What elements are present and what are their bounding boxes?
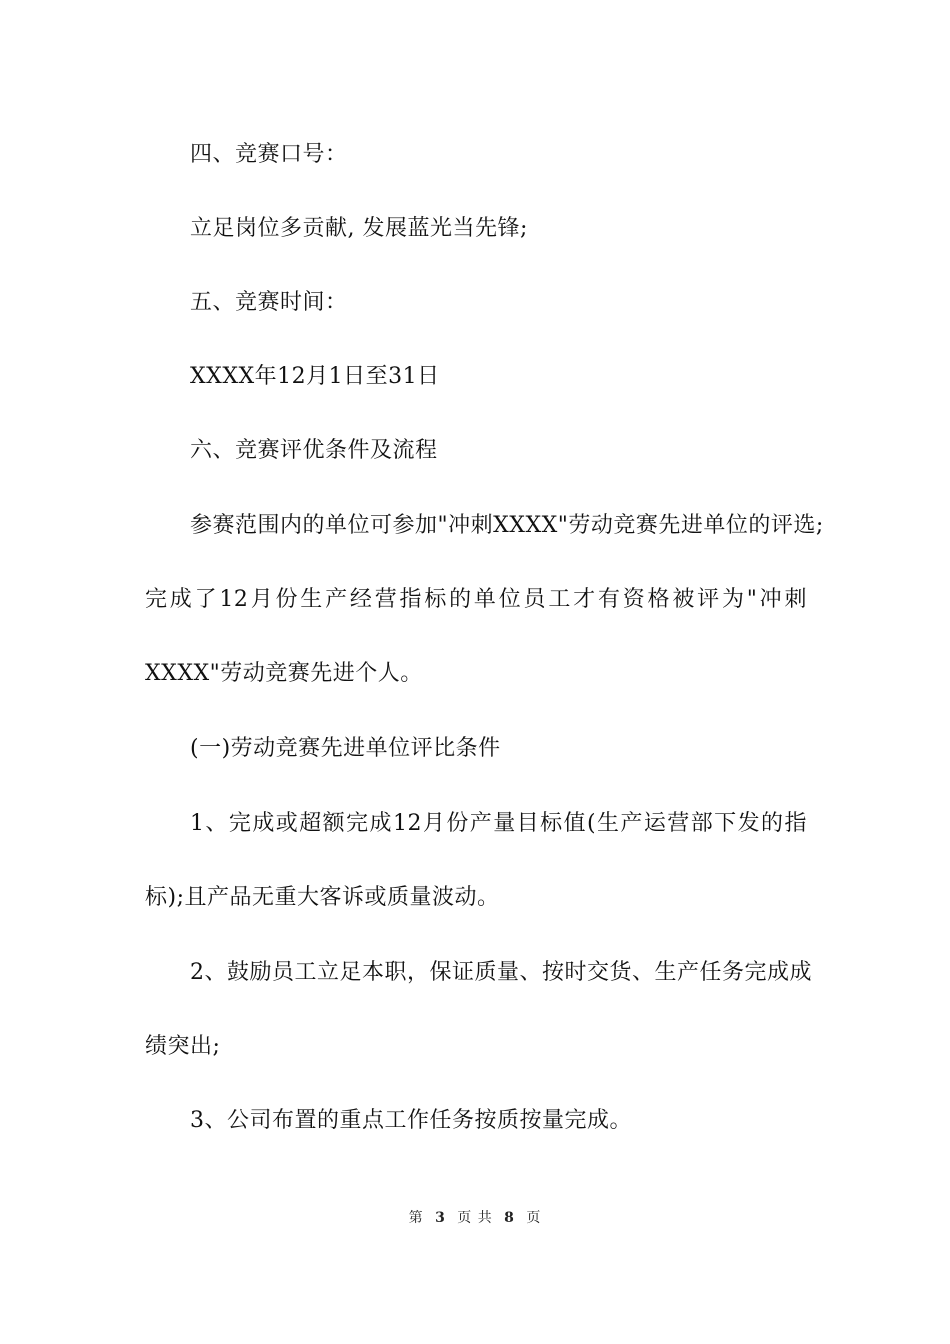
heading-slogan: 四、竞赛口号： [190, 142, 348, 167]
paragraph-line: 3、公司布置的重点工作任务按质按量完成。 [190, 1108, 632, 1133]
paragraph-line: XXXX"劳动竞赛先进个人。 [145, 661, 423, 686]
heading-criteria: 六、竞赛评优条件及流程 [190, 438, 438, 463]
total-pages-number: 8 [504, 1210, 515, 1226]
footer-middle: 页 共 [457, 1210, 493, 1226]
paragraph-line: 参赛范围内的单位可参加"冲刺XXXX"劳动竞赛先进单位的评选; [190, 513, 824, 538]
page-footer [0, 1208, 950, 1228]
paragraph-line: 完成了12月份生产经营指标的单位员工才有资格被评为"冲刺 [145, 587, 807, 612]
subheading-unit-criteria: (一)劳动竞赛先进单位评比条件 [190, 736, 501, 761]
paragraph-line: 绩突出; [145, 1034, 221, 1059]
footer-suffix: 页 [526, 1210, 542, 1226]
paragraph-time: XXXX年12月1日至31日 [190, 364, 440, 389]
paragraph-line: 2、鼓励员工立足本职，保证质量、按时交货、生产任务完成成 [190, 960, 812, 985]
heading-time: 五、竞赛时间： [190, 290, 348, 315]
paragraph-slogan: 立足岗位多贡献, 发展蓝光当先锋; [190, 216, 528, 241]
current-page-number: 3 [435, 1210, 446, 1226]
paragraph-line: 1、完成或超额完成12月份产量目标值(生产运营部下发的指 [190, 811, 807, 836]
paragraph-line: 标);且产品无重大客诉或质量波动。 [145, 885, 500, 910]
footer-prefix: 第 [408, 1210, 424, 1226]
